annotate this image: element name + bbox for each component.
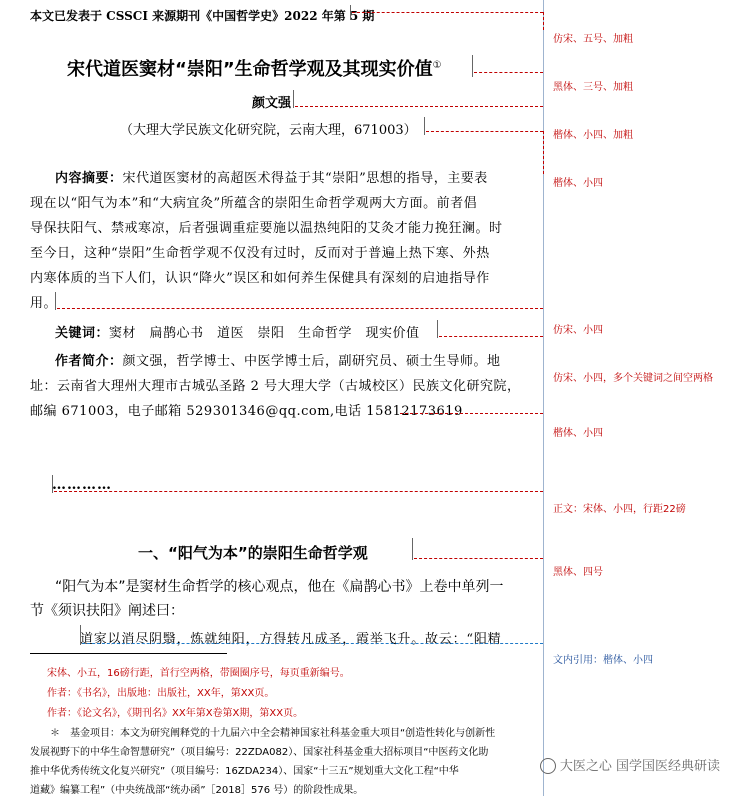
abstract-line-1 — [55, 167, 488, 186]
fund-line-2: 发展视野下的中华生命智慧研究”（项目编号：22ZDA082）、国家社科基金重大招标项目“中医药文化助 — [30, 747, 489, 758]
leader-8 — [54, 491, 543, 492]
leader-7 — [400, 413, 543, 414]
journal-header: 本文已发表于 CSSCI 来源期刊《中国哲学史》2022 年第 5 期 — [30, 9, 375, 23]
tick-title — [472, 55, 473, 77]
bio-line-2: 址：云南省大理州大理市古城弘圣路 2 号大理大学（古城校区）民族文化研究院， — [30, 379, 521, 394]
footnote-book-format: 作者：《书名》，出版地：出版社，XX年，第XX页。 — [47, 688, 275, 699]
keywords-text: 窦材 扁鹊心书 道医 崇阳 生命哲学 现实价值 — [109, 326, 420, 341]
connector-4 — [543, 131, 544, 174]
connector-1 — [543, 12, 544, 30]
leader-1 — [352, 12, 543, 13]
abstract-text-1: 宋代道医窦材的高超医术得益于其“崇阳”思想的指导，主要表 — [122, 171, 488, 186]
bio-line-1 — [55, 350, 501, 369]
quote-line: 道家以消尽阴翳，炼就纯阳，方得转凡成圣，霞举飞升。故云：“阳精 — [80, 632, 502, 647]
margin-note-1: 仿宋、五号、加粗 — [553, 34, 633, 45]
margin-note-10: 文内引用：楷体、小四 — [553, 655, 653, 666]
leader-2 — [474, 72, 543, 73]
fund-line-3: 推中华优秀传统文化复兴研究”（项目编号：16ZDA234）、国家“十三五”规划重大文化工程“中华 — [30, 766, 459, 777]
fund-line-1: ＊ 基金项目：本文为研究阐释党的十九届六中全会精神国家社科基金重大项目“创造性转化与创新性 — [50, 728, 496, 739]
margin-note-6: 仿宋、小四，多个关键词之间空两格 — [553, 373, 713, 384]
leader-9 — [414, 558, 543, 559]
margin-note-3: 楷体、小四、加粗 — [553, 130, 633, 141]
wechat-icon — [540, 758, 556, 774]
abstract-line-5: 内寒体质的当下人们，认识“降火”误区和如何养生保健具有深刻的启迪指导作 — [30, 271, 490, 286]
margin-note-9: 黑体、四号 — [553, 567, 603, 578]
tick-author — [293, 90, 294, 108]
body-line-1: “阳气为本”是窦材生命哲学的核心观点，他在《扁鹊心书》上卷中单列一 — [55, 579, 504, 595]
bio-text-1: 颜文强，哲学博士、中医学博士后，副研究员、硕士生导师。地 — [122, 354, 501, 369]
tick-affiliation — [424, 117, 425, 135]
body-line-2: 节《须识扶阳》阐述曰： — [30, 603, 184, 619]
watermark — [540, 755, 720, 775]
margin-note-2: 黑体、三号、加粗 — [553, 82, 633, 93]
bio-label: 作者简介： — [55, 354, 123, 369]
abstract-line-4: 至今日，这种“崇阳”生命哲学观不仅没有过时，反而对于普遍上热下寒、外热 — [30, 246, 490, 261]
leader-4 — [426, 131, 543, 132]
title-text: 宋代道医窦材“崇阳”生命哲学观及其现实价值 — [67, 59, 433, 80]
keywords-label: 关键词： — [55, 326, 110, 341]
leader-5 — [57, 308, 543, 309]
margin-note-7: 楷体、小四 — [553, 428, 603, 439]
omission-dots: ………… — [52, 477, 112, 493]
abstract-line-3: 导保扶阳气、禁戒寒凉，后者强调重症要施以温热纯阳的艾灸才能力挽狂澜。时 — [30, 221, 503, 236]
leader-3 — [295, 106, 543, 107]
keywords-line — [55, 322, 420, 341]
affiliation: （大理大学民族文化研究院，云南大理，671003） — [120, 123, 417, 138]
tick-quote — [80, 625, 81, 645]
abstract-label: 内容摘要： — [55, 171, 123, 186]
margin-note-4: 楷体、小四 — [553, 178, 603, 189]
margin-note-8: 正文：宋体、小四，行距22磅 — [553, 504, 686, 515]
footnote-format-note: 宋体、小五，16磅行距，首行空两格，带圈圈序号，每页重新编号。 — [47, 668, 350, 679]
leader-6 — [439, 336, 543, 337]
footnote-paper-format: 作者：《论文名》，《期刊名》XX年第X卷第X期，第XX页。 — [47, 708, 304, 719]
tick-header — [350, 5, 351, 20]
article-title — [67, 55, 442, 81]
bio-line-3: 邮编 671003，电子邮箱 529301346@qq.com,电话 15812173619 — [30, 404, 463, 419]
margin-divider — [543, 0, 544, 796]
abstract-line-6: 用。 — [30, 296, 58, 311]
tick-heading — [412, 538, 413, 560]
tick-abstract — [55, 292, 56, 310]
watermark-text: 大医之心 国学国医经典研读 — [559, 758, 720, 774]
title-footnote-mark: ① — [432, 60, 442, 71]
margin-note-5: 仿宋、小四 — [553, 325, 603, 336]
author-name: 颜文强 — [252, 96, 292, 111]
section-heading: 一、“阳气为本”的崇阳生命哲学观 — [138, 544, 368, 562]
leader-10 — [82, 643, 543, 644]
footnote-rule — [30, 653, 227, 654]
abstract-line-2: 现在以“阳气为本”和“大病宜灸”所蕴含的崇阳生命哲学观两大方面。前者倡 — [30, 196, 478, 211]
fund-line-4: 道藏》编纂工程”（中央统战部“统办函”［2018］576 号）的阶段性成果。 — [30, 785, 364, 796]
tick-dots — [52, 475, 53, 493]
tick-keywords — [437, 320, 438, 338]
